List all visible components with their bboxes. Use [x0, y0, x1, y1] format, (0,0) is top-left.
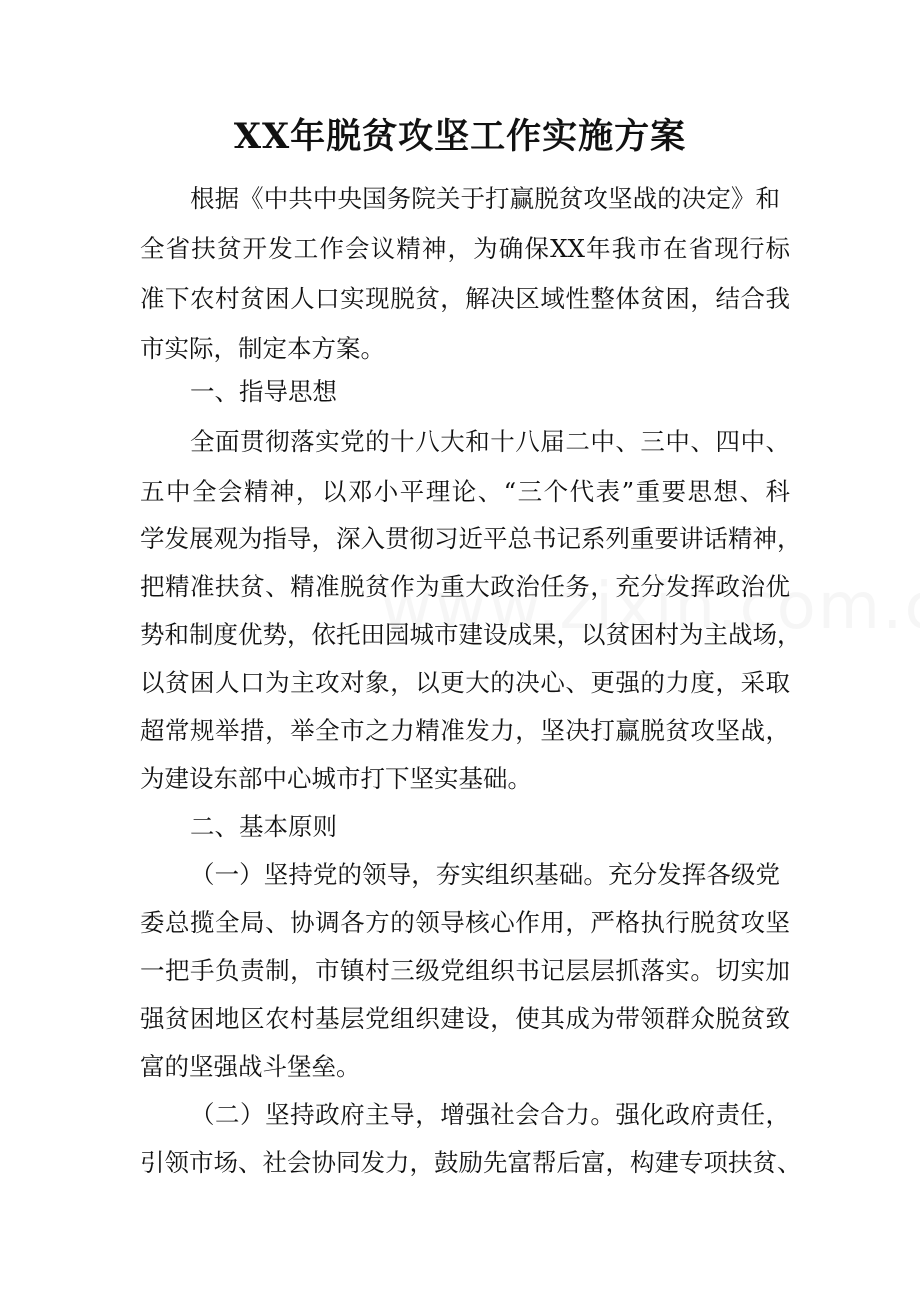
- paragraph-line: 全面贯彻落实党的十八大和十八届二中、三中、四中、: [190, 427, 790, 456]
- paragraph-line: 超常规举措，举全市之力精准发力，坚决打赢脱贫攻坚战，: [140, 716, 790, 745]
- paragraph-line: 引领市场、社会协同发力，鼓励先富帮后富，构建专项扶贫、: [140, 1148, 802, 1177]
- paragraph-line: 富的坚强战斗堡垒。: [140, 1052, 361, 1081]
- paragraph-line: 以贫困人口为主攻对象，以更大的决心、更强的力度，采取: [140, 668, 790, 697]
- paragraph-line: 强贫困地区农村基层党组织建设，使其成为带领群众脱贫致: [140, 1004, 790, 1033]
- paragraph-line: 势和制度优势，依托田园城市建设成果，以贫困村为主战场，: [140, 620, 802, 649]
- paragraph-line: 学发展观为指导，深入贯彻习近平总书记系列重要讲话精神，: [140, 524, 802, 553]
- paragraph-line: （一）坚持党的领导，夯实组织基础。充分发挥各级党: [190, 860, 780, 889]
- paragraph-line: 五中全会精神，以邓小平理论、“三个代表”重要思想、科: [140, 477, 790, 506]
- paragraph-line: 准下农村贫困人口实现脱贫，解决区域性整体贫困，结合我: [140, 284, 790, 313]
- paragraph-line: （二）坚持政府主导，增强社会合力。强化政府责任，: [190, 1100, 790, 1129]
- paragraph-line: 委总揽全局、协调各方的领导核心作用，严格执行脱贫攻坚: [140, 908, 790, 937]
- paragraph-line: 根据《中共中央国务院关于打赢脱贫攻坚战的决定》和: [190, 184, 780, 213]
- paragraph-line: 一把手负责制，市镇村三级党组织书记层层抓落实。切实加: [140, 956, 790, 985]
- paragraph-line: 把精准扶贫、精准脱贫作为重大政治任务，充分发挥政治优: [140, 572, 790, 601]
- section-heading: 二、基本原则: [190, 812, 337, 841]
- paragraph-line: 为建设东部中心城市打下坚实基础。: [140, 764, 532, 793]
- section-heading: 一、指导思想: [190, 377, 337, 406]
- paragraph-line: 全省扶贫开发工作会议精神，为确保XX年我市在省现行标: [140, 234, 790, 263]
- paragraph-line: 市实际，制定本方案。: [140, 334, 385, 363]
- document-title: XX年脱贫攻坚工作实施方案: [233, 116, 687, 157]
